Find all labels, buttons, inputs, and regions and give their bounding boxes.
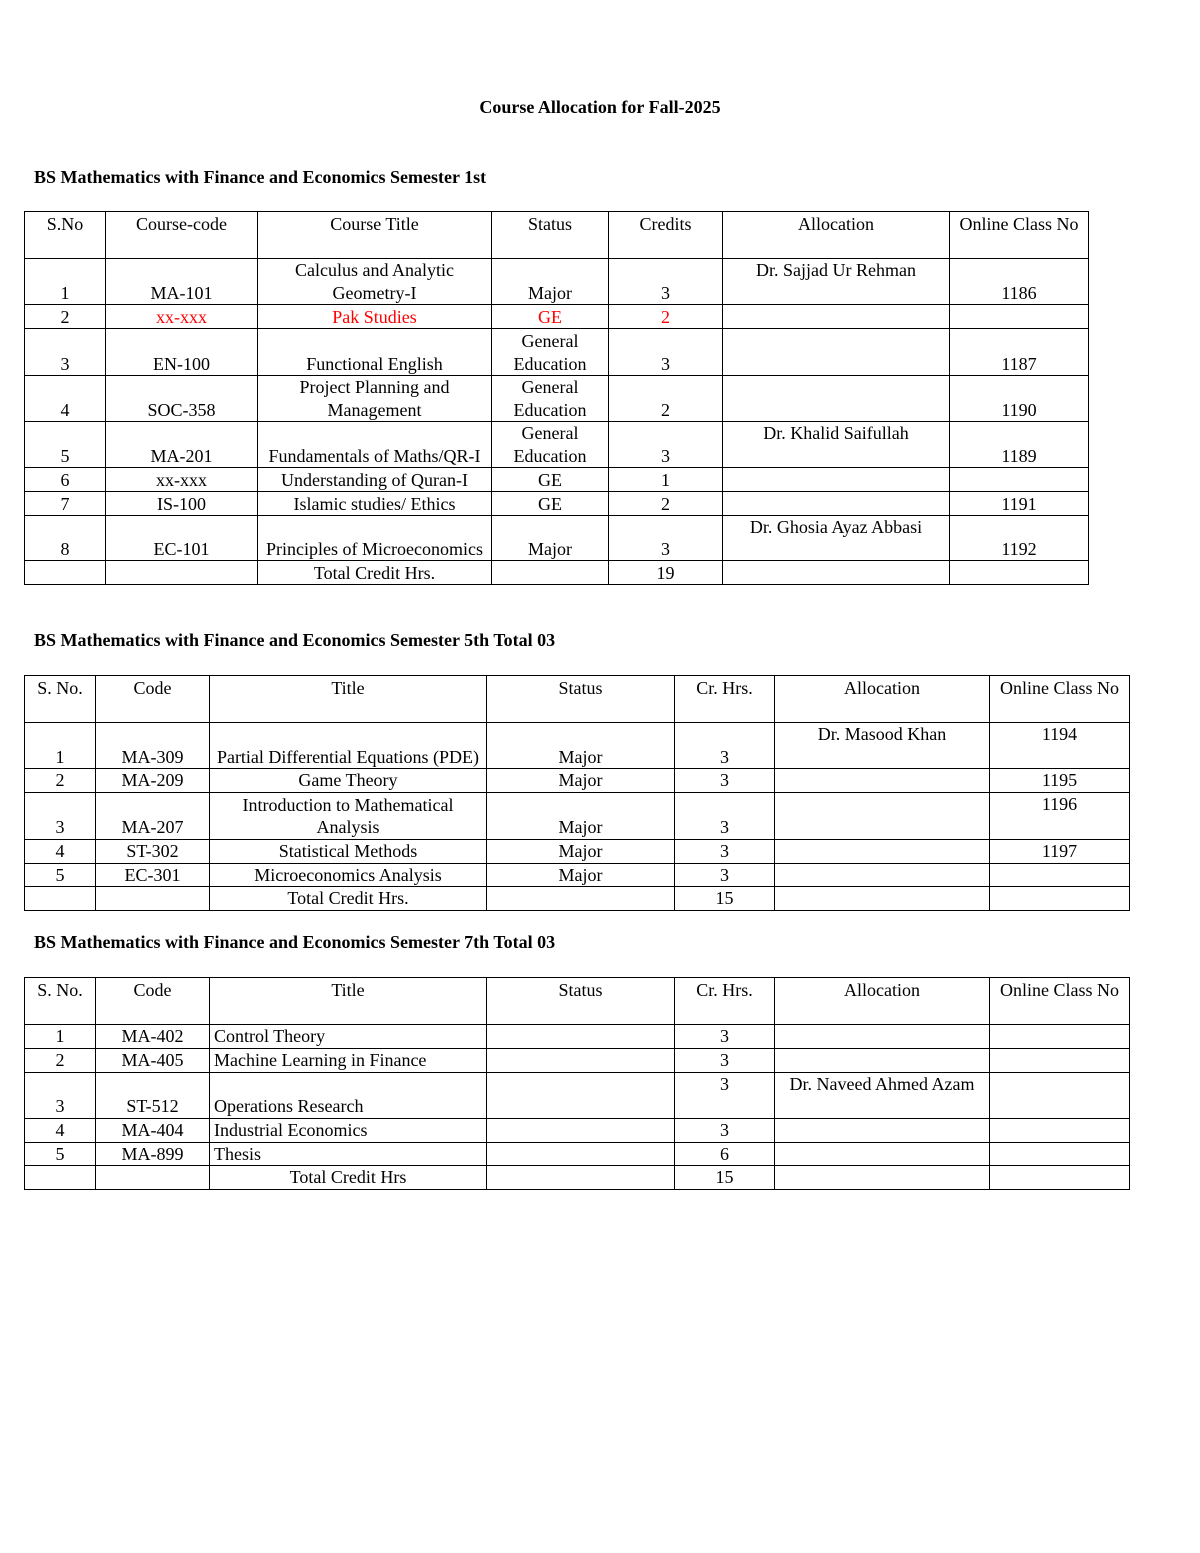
header-allocation: Allocation — [723, 212, 950, 259]
table-row — [25, 863, 1130, 887]
cell-code: ST-302 — [96, 839, 210, 863]
header-sno: S.No — [25, 212, 106, 259]
cell-title: Operations Research — [210, 1072, 487, 1118]
cell-status: GE — [492, 468, 609, 492]
cell-sno: 1 — [25, 259, 106, 305]
cell-allocation: Dr. Naveed Ahmed Azam — [775, 1072, 990, 1118]
cell-title: Pak Studies — [258, 305, 492, 329]
table-header-row — [25, 212, 1089, 259]
cell-title: Functional English — [258, 329, 492, 376]
header-sno: S. No. — [25, 676, 96, 723]
cell-title: Control Theory — [210, 1025, 487, 1049]
cell-code: EC-101 — [106, 516, 258, 561]
header-sno: S. No. — [25, 978, 96, 1025]
cell-credits: 3 — [609, 516, 723, 561]
cell-allocation — [723, 329, 950, 376]
cell-online: 1191 — [950, 492, 1089, 516]
total-label: Total Credit Hrs. — [210, 887, 487, 911]
cell-title: Fundamentals of Maths/QR-I — [258, 422, 492, 468]
cell-credits: 3 — [675, 769, 775, 793]
total-value: 19 — [609, 561, 723, 585]
sem5-table — [24, 675, 1130, 911]
total-row — [25, 887, 1130, 911]
header-status: Status — [492, 212, 609, 259]
header-allocation: Allocation — [775, 978, 990, 1025]
cell-credits: 3 — [675, 1072, 775, 1118]
cell-credits: 3 — [609, 422, 723, 468]
cell-status: Major — [487, 863, 675, 887]
cell-credits: 3 — [675, 792, 775, 839]
cell-allocation — [775, 1048, 990, 1072]
cell-title: Project Planning and Management — [258, 376, 492, 422]
table-row — [25, 723, 1130, 769]
cell-code: MA-899 — [96, 1142, 210, 1166]
cell-sno: 5 — [25, 422, 106, 468]
cell-code: EN-100 — [106, 329, 258, 376]
sem7-table — [24, 977, 1130, 1190]
cell-credits: 3 — [675, 1025, 775, 1049]
cell-online — [950, 468, 1089, 492]
header-credits: Credits — [609, 212, 723, 259]
cell-online: 1190 — [950, 376, 1089, 422]
cell-title: Statistical Methods — [210, 839, 487, 863]
cell-credits: 3 — [675, 1118, 775, 1142]
table-row — [25, 305, 1089, 329]
table-row — [25, 1118, 1130, 1142]
cell-online — [990, 1025, 1130, 1049]
cell-allocation — [775, 792, 990, 839]
header-credits: Cr. Hrs. — [675, 978, 775, 1025]
cell-title: Industrial Economics — [210, 1118, 487, 1142]
cell-credits: 2 — [609, 376, 723, 422]
cell-credits: 2 — [609, 492, 723, 516]
table-row — [25, 468, 1089, 492]
cell-title: Introduction to Mathematical Analysis — [210, 792, 487, 839]
cell-title: Calculus and Analytic Geometry-I — [258, 259, 492, 305]
cell-code: MA-207 — [96, 792, 210, 839]
cell-sno: 5 — [25, 1142, 96, 1166]
cell-allocation: Dr. Masood Khan — [775, 723, 990, 769]
total-value: 15 — [675, 1166, 775, 1190]
cell-allocation — [723, 376, 950, 422]
cell-code: SOC-358 — [106, 376, 258, 422]
header-allocation: Allocation — [775, 676, 990, 723]
total-row — [25, 1166, 1130, 1190]
table-header-row — [25, 676, 1130, 723]
table-row — [25, 1025, 1130, 1049]
cell-code: MA-309 — [96, 723, 210, 769]
sem1-heading: BS Mathematics with Finance and Economics Semester 1st — [34, 167, 487, 187]
cell-status: GE — [492, 305, 609, 329]
cell-status: General Education — [492, 422, 609, 468]
cell-code: MA-404 — [96, 1118, 210, 1142]
table-row — [25, 792, 1130, 839]
cell-status — [487, 1048, 675, 1072]
table-row — [25, 1072, 1130, 1118]
table-row — [25, 839, 1130, 863]
cell-credits: 3 — [675, 723, 775, 769]
cell-title: Partial Differential Equations (PDE) — [210, 723, 487, 769]
cell-code: xx-xxx — [106, 305, 258, 329]
cell-status: General Education — [492, 376, 609, 422]
cell-allocation — [775, 1025, 990, 1049]
cell-credits: 3 — [675, 839, 775, 863]
cell-sno: 1 — [25, 1025, 96, 1049]
cell-title: Islamic studies/ Ethics — [258, 492, 492, 516]
sem1-table — [24, 211, 1089, 585]
table-row — [25, 516, 1089, 561]
cell-allocation — [775, 769, 990, 793]
total-value: 15 — [675, 887, 775, 911]
cell-allocation — [775, 1118, 990, 1142]
cell-sno: 5 — [25, 863, 96, 887]
cell-online — [990, 1072, 1130, 1118]
cell-code: IS-100 — [106, 492, 258, 516]
header-credits: Cr. Hrs. — [675, 676, 775, 723]
header-title: Title — [210, 978, 487, 1025]
cell-status — [487, 1142, 675, 1166]
header-code: Code — [96, 676, 210, 723]
cell-credits: 3 — [609, 259, 723, 305]
cell-sno: 4 — [25, 1118, 96, 1142]
cell-status: General Education — [492, 329, 609, 376]
cell-sno: 3 — [25, 329, 106, 376]
cell-allocation — [723, 305, 950, 329]
cell-credits: 3 — [675, 863, 775, 887]
cell-status — [487, 1025, 675, 1049]
cell-sno: 3 — [25, 792, 96, 839]
header-code: Code — [96, 978, 210, 1025]
cell-sno: 6 — [25, 468, 106, 492]
cell-status — [487, 1072, 675, 1118]
cell-credits: 2 — [609, 305, 723, 329]
cell-allocation — [775, 863, 990, 887]
cell-status: Major — [487, 769, 675, 793]
cell-title: Understanding of Quran-I — [258, 468, 492, 492]
cell-title: Principles of Microeconomics — [258, 516, 492, 561]
table-row — [25, 329, 1089, 376]
cell-code: EC-301 — [96, 863, 210, 887]
total-label: Total Credit Hrs. — [258, 561, 492, 585]
cell-status: Major — [492, 516, 609, 561]
cell-allocation: Dr. Khalid Saifullah — [723, 422, 950, 468]
cell-title: Machine Learning in Finance — [210, 1048, 487, 1072]
cell-title: Microeconomics Analysis — [210, 863, 487, 887]
cell-online — [990, 1142, 1130, 1166]
cell-online: 1196 — [990, 792, 1130, 839]
sem5-heading: BS Mathematics with Finance and Economics Semester 5th Total 03 — [34, 630, 556, 650]
cell-online: 1195 — [990, 769, 1130, 793]
cell-credits: 3 — [609, 329, 723, 376]
cell-code: MA-405 — [96, 1048, 210, 1072]
cell-code: ST-512 — [96, 1072, 210, 1118]
cell-online: 1186 — [950, 259, 1089, 305]
cell-status: Major — [492, 259, 609, 305]
cell-allocation — [775, 1142, 990, 1166]
cell-online — [990, 1118, 1130, 1142]
total-label: Total Credit Hrs — [210, 1166, 487, 1190]
total-row — [25, 561, 1089, 585]
table-row — [25, 769, 1130, 793]
table-row — [25, 492, 1089, 516]
cell-code: MA-101 — [106, 259, 258, 305]
cell-status — [487, 1118, 675, 1142]
cell-allocation — [723, 492, 950, 516]
cell-allocation: Dr. Ghosia Ayaz Abbasi — [723, 516, 950, 561]
cell-online: 1192 — [950, 516, 1089, 561]
cell-online — [990, 1048, 1130, 1072]
cell-online — [950, 305, 1089, 329]
cell-credits: 6 — [675, 1142, 775, 1166]
cell-online: 1194 — [990, 723, 1130, 769]
cell-online — [990, 863, 1130, 887]
cell-sno: 8 — [25, 516, 106, 561]
cell-code: MA-209 — [96, 769, 210, 793]
table-row — [25, 422, 1089, 468]
table-row — [25, 1048, 1130, 1072]
table-row — [25, 259, 1089, 305]
cell-code: MA-201 — [106, 422, 258, 468]
sem7-heading: BS Mathematics with Finance and Economics Semester 7th Total 03 — [34, 932, 556, 952]
header-code: Course-code — [106, 212, 258, 259]
table-header-row — [25, 978, 1130, 1025]
cell-status: Major — [487, 723, 675, 769]
cell-allocation: Dr. Sajjad Ur Rehman — [723, 259, 950, 305]
cell-online: 1197 — [990, 839, 1130, 863]
cell-sno: 1 — [25, 723, 96, 769]
header-title: Course Title — [258, 212, 492, 259]
cell-code: MA-402 — [96, 1025, 210, 1049]
page-title: Course Allocation for Fall-2025 — [479, 97, 721, 117]
table-row — [25, 1142, 1130, 1166]
cell-sno: 2 — [25, 305, 106, 329]
cell-sno: 2 — [25, 1048, 96, 1072]
cell-allocation — [723, 468, 950, 492]
cell-title: Thesis — [210, 1142, 487, 1166]
cell-online: 1189 — [950, 422, 1089, 468]
header-title: Title — [210, 676, 487, 723]
header-online: Online Class No — [950, 212, 1089, 259]
cell-sno: 3 — [25, 1072, 96, 1118]
header-status: Status — [487, 978, 675, 1025]
cell-credits: 3 — [675, 1048, 775, 1072]
header-online: Online Class No — [990, 978, 1130, 1025]
cell-sno: 7 — [25, 492, 106, 516]
cell-sno: 4 — [25, 376, 106, 422]
cell-sno: 4 — [25, 839, 96, 863]
cell-code: xx-xxx — [106, 468, 258, 492]
cell-title: Game Theory — [210, 769, 487, 793]
cell-status: Major — [487, 792, 675, 839]
cell-sno: 2 — [25, 769, 96, 793]
table-row — [25, 376, 1089, 422]
cell-online: 1187 — [950, 329, 1089, 376]
header-online: Online Class No — [990, 676, 1130, 723]
cell-credits: 1 — [609, 468, 723, 492]
cell-status: Major — [487, 839, 675, 863]
cell-allocation — [775, 839, 990, 863]
header-status: Status — [487, 676, 675, 723]
cell-status: GE — [492, 492, 609, 516]
